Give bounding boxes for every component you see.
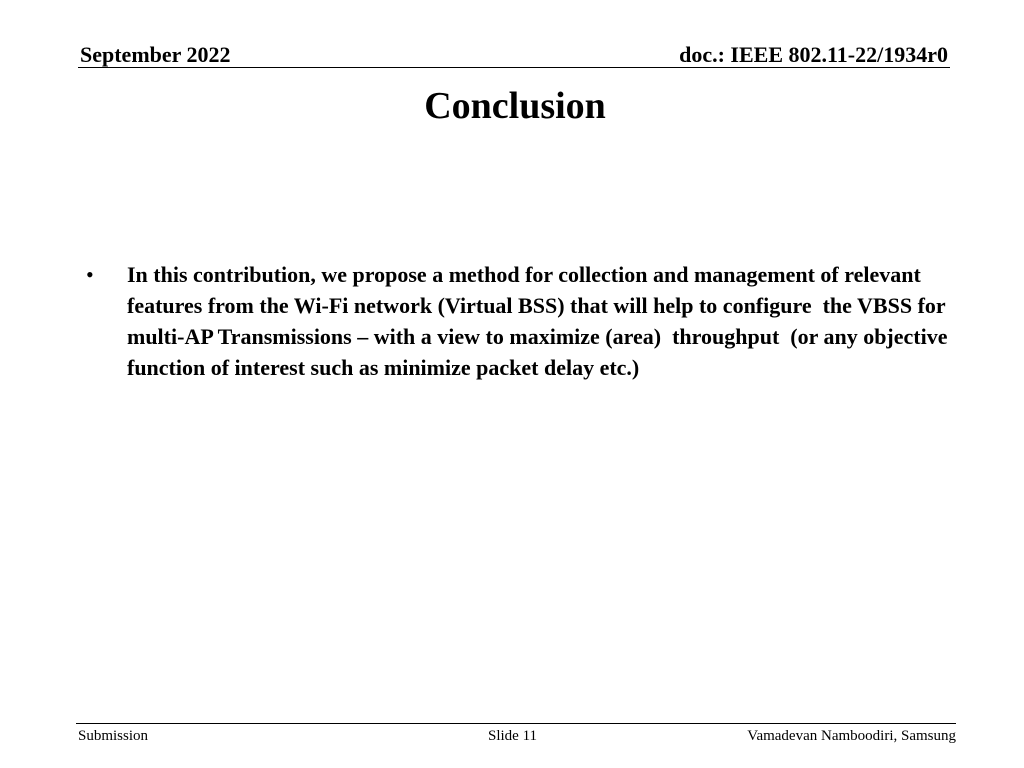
footer-author: Vamadevan Namboodiri, Samsung [747, 728, 956, 744]
slide-title: Conclusion [424, 85, 606, 127]
footer-submission: Submission [78, 728, 149, 744]
footer-slide-number: Slide 11 [488, 728, 538, 744]
footer-divider [76, 723, 956, 724]
header-doc-id: doc.: IEEE 802.11-22/1934r0 [679, 42, 948, 67]
header-date: September 2022 [80, 42, 231, 67]
bullet-list [86, 259, 966, 383]
bullet-text: In this contribution, we propose a method for collection and management of relevant features from the Wi-Fi network (Virtual BSS) that will help to configure the VBSS for multi-AP Transmissions – with a view to maximize (area) throughput (or any objective function of interest such as minimize packet delay etc.) [127, 262, 953, 380]
bullet-item [86, 259, 966, 383]
header-divider [78, 67, 950, 68]
bullet-icon: • [86, 262, 94, 287]
